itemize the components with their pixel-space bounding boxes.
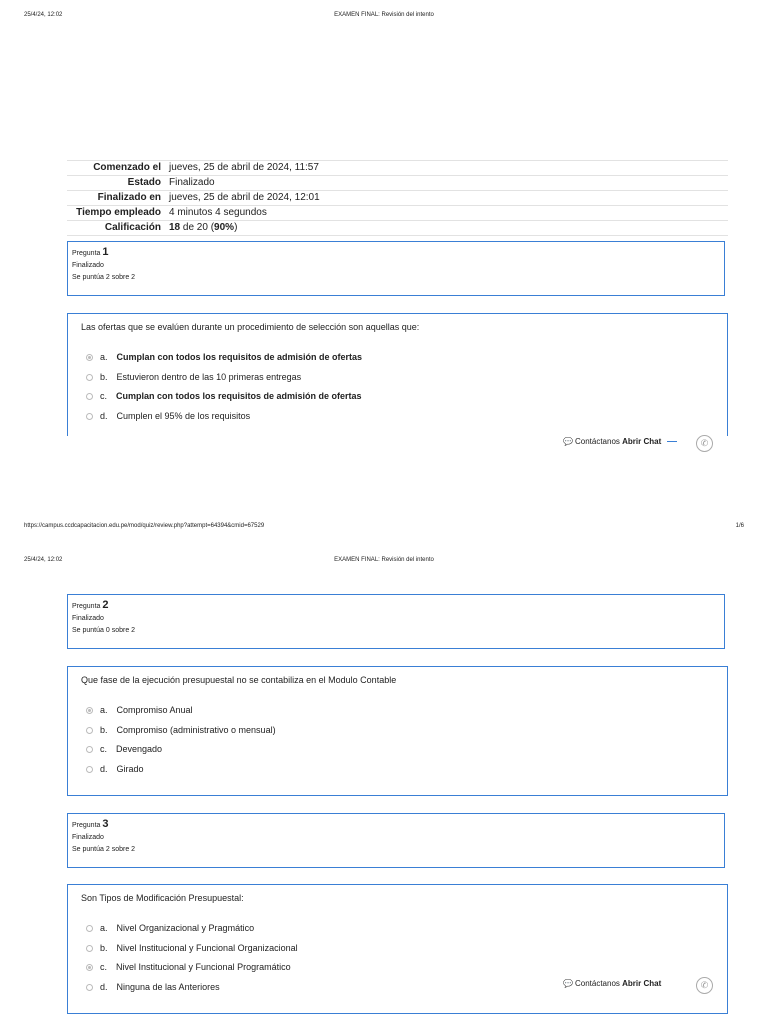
radio-icon[interactable] (86, 746, 93, 753)
summary-value (165, 221, 728, 236)
chat-label: Contáctanos (574, 437, 620, 446)
grade-close: ) (234, 222, 238, 233)
grade-score: 18 (169, 222, 181, 233)
radio-icon[interactable] (86, 925, 93, 932)
contact-chat-link[interactable] (563, 979, 661, 988)
answer-option[interactable] (86, 409, 250, 423)
chat-label: Contáctanos (574, 979, 620, 988)
question-text: Las ofertas que se evalúen durante un procedimiento de selección son aquellas que: (81, 322, 420, 332)
grade-percent: 90% (214, 222, 235, 233)
radio-selected-icon[interactable] (86, 354, 93, 361)
divider (667, 441, 677, 442)
question-status: Finalizado (72, 834, 104, 841)
radio-icon[interactable] (86, 945, 93, 952)
question-score: Se puntúa 2 sobre 2 (72, 846, 136, 853)
answer-option[interactable] (86, 723, 276, 737)
summary-label: Calificación (67, 221, 165, 236)
chat-action: Abrir Chat (622, 437, 662, 446)
attempt-summary-table (67, 160, 728, 236)
question-prefix: Pregunta (72, 822, 101, 829)
question-status: Finalizado (72, 615, 104, 622)
question-status: Finalizado (72, 262, 104, 269)
summary-value: 4 minutos 4 segundos (165, 206, 728, 221)
option-text: Nivel Organizacional y Pragmático (116, 923, 255, 933)
question-score: Se puntúa 0 sobre 2 (72, 627, 136, 634)
option-text: Compromiso (administrativo o mensual) (116, 725, 276, 735)
radio-selected-icon[interactable] (86, 964, 93, 971)
radio-icon[interactable] (86, 766, 93, 773)
question-prefix: Pregunta (72, 603, 101, 610)
option-text: Compromiso Anual (116, 705, 193, 715)
radio-icon[interactable] (86, 374, 93, 381)
option-letter: a. (100, 923, 108, 933)
answer-option[interactable] (86, 389, 362, 403)
whatsapp-icon[interactable]: ✆ (696, 977, 713, 994)
option-text: Nivel Institucional y Funcional Programático (116, 962, 291, 972)
answer-option[interactable] (86, 941, 298, 955)
grade-total: de 20 ( (180, 222, 215, 233)
summary-row (67, 221, 728, 236)
summary-value: jueves, 25 de abril de 2024, 11:57 (165, 161, 728, 176)
option-text: Devengado (116, 744, 163, 754)
print-url: https://campus.ccdcapacitacion.edu.pe/mod/quiz/review.php?attempt=64394&cmid=67529 (24, 523, 265, 529)
print-date: 25/4/24, 12:02 (24, 557, 63, 563)
summary-row (67, 191, 728, 206)
chat-bubble-icon: 💬 (563, 437, 573, 446)
print-title: EXAMEN FINAL: Revisión del intento (334, 557, 434, 563)
whatsapp-icon[interactable]: ✆ (696, 435, 713, 452)
page-count: 1/6 (735, 523, 744, 529)
option-letter: a. (100, 352, 108, 362)
answer-option[interactable] (86, 370, 301, 384)
question-info-1 (67, 241, 725, 296)
answer-option[interactable] (86, 921, 254, 935)
summary-label: Estado (67, 176, 165, 191)
option-text: Nivel Institucional y Funcional Organizacional (116, 943, 298, 953)
summary-row (67, 176, 728, 191)
chat-bubble-icon: 💬 (563, 979, 573, 988)
option-text: Ninguna de las Anteriores (116, 982, 220, 992)
question-text: Son Tipos de Modificación Presupuestal: (81, 893, 244, 903)
summary-row (67, 161, 728, 176)
option-letter: a. (100, 705, 108, 715)
answer-option[interactable] (86, 742, 162, 756)
summary-value: Finalizado (165, 176, 728, 191)
answer-option[interactable] (86, 703, 193, 717)
option-letter: d. (100, 764, 108, 774)
answer-option[interactable] (86, 960, 291, 974)
summary-label: Tiempo empleado (67, 206, 165, 221)
contact-chat-link[interactable] (563, 437, 677, 446)
radio-icon[interactable] (86, 727, 93, 734)
option-letter: b. (100, 943, 108, 953)
option-letter: b. (100, 372, 108, 382)
question-content-2 (67, 666, 728, 796)
answer-option[interactable] (86, 762, 144, 776)
chat-action: Abrir Chat (622, 979, 662, 988)
answer-option[interactable] (86, 980, 220, 994)
question-text: Que fase de la ejecución presupuestal no se contabiliza en el Modulo Contable (81, 675, 397, 685)
print-date: 25/4/24, 12:02 (24, 12, 63, 18)
radio-icon[interactable] (86, 984, 93, 991)
question-content-3 (67, 884, 728, 1014)
summary-row (67, 206, 728, 221)
question-number: 3 (102, 818, 109, 830)
question-info-2 (67, 594, 725, 649)
print-title: EXAMEN FINAL: Revisión del intento (334, 12, 434, 18)
radio-icon[interactable] (86, 413, 93, 420)
question-content-1 (67, 313, 728, 443)
option-letter: c. (100, 391, 108, 401)
question-prefix: Pregunta (72, 250, 101, 257)
summary-value: jueves, 25 de abril de 2024, 12:01 (165, 191, 728, 206)
option-letter: d. (100, 982, 108, 992)
option-letter: c. (100, 962, 108, 972)
option-letter: b. (100, 725, 108, 735)
question-number: 1 (102, 246, 109, 258)
summary-label: Finalizado en (67, 191, 165, 206)
option-text: Cumplan con todos los requisitos de admisión de ofertas (116, 391, 362, 401)
option-text: Cumplan con todos los requisitos de admisión de ofertas (116, 352, 363, 362)
radio-icon[interactable] (86, 393, 93, 400)
summary-label: Comenzado el (67, 161, 165, 176)
option-text: Estuvieron dentro de las 10 primeras entregas (116, 372, 302, 382)
question-number: 2 (102, 599, 109, 611)
radio-selected-icon[interactable] (86, 707, 93, 714)
answer-option[interactable] (86, 350, 362, 364)
option-letter: d. (100, 411, 108, 421)
option-text: Cumplen el 95% de los requisitos (116, 411, 251, 421)
option-letter: c. (100, 744, 108, 754)
question-score: Se puntúa 2 sobre 2 (72, 274, 136, 281)
option-text: Girado (116, 764, 144, 774)
question-info-3 (67, 813, 725, 868)
